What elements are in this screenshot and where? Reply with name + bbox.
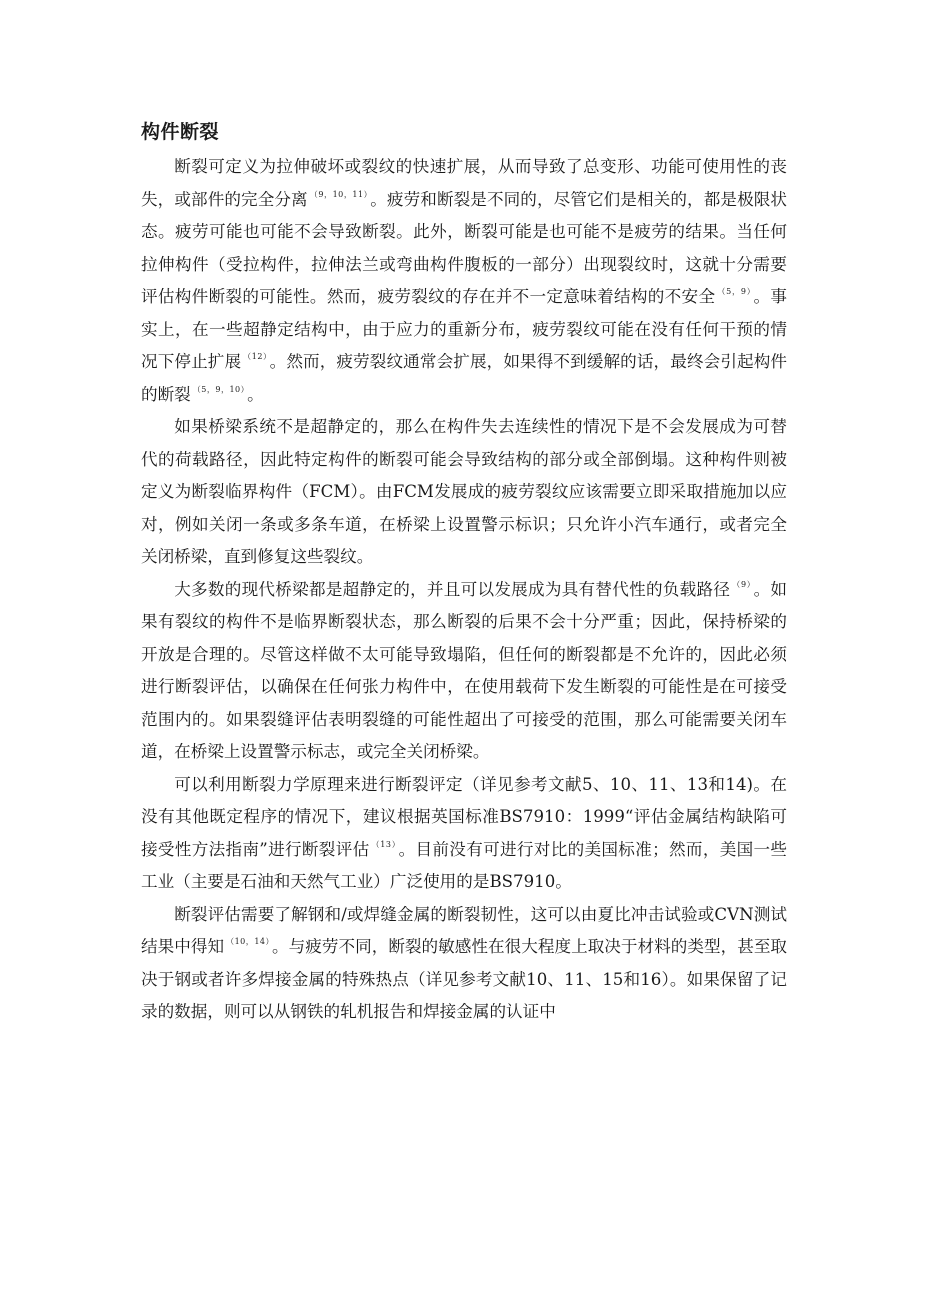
text-run: 。与疲劳不同，断裂的敏感性在很大程度上取决于材料的类型，甚至取决于钢或者许多焊接金属的特殊热点（详见参考文献10、11、15和16）。如果保留了记录的数据，则可以从钢铁的轧机报告和焊接金属的认证中	[141, 937, 788, 1021]
text-run: 。如果有裂纹的构件不是临界断裂状态，那么断裂的后果不会十分严重；因此，保持桥梁的开放是合理的。尽管这样做不太可能导致塌陷，但任何的断裂都是不允许的，因此必须进行断裂评估，以确保在任何张力构件中，在使用载荷下发生断裂的可能性是在可接受范围内的。如果裂缝评估表明裂缝的可能性超出了可接受的范围，那么可能需要关闭车道，在桥梁上设置警示标志，或完全关闭桥梁。	[141, 579, 788, 761]
text-run: 。然而，疲劳裂纹通常会扩展，如果得不到缓解的话，最终会引起构件的断裂	[141, 352, 788, 404]
text-run: 。事实上，在一些超静定结构中，由于应力的重新分布，疲劳裂纹可能在没有任何干预的情况下停止扩展	[141, 287, 788, 371]
text-run: 断裂评估需要了解钢和/或焊缝金属的断裂韧性，这可以由夏比冲击试验或CVN测试结果中得知	[141, 904, 787, 956]
citation-ref: （5，9）	[717, 287, 752, 296]
text-run: 可以利用断裂力学原理来进行断裂评定（详见参考文献5、10、11、13和14)。在没有其他既定程序的情况下，建议根据英国标准BS7910：1999“评估金属结构缺陷可接受性方法指南”进行断裂评估	[141, 774, 787, 859]
citation-ref: （5，9，10）	[192, 384, 246, 394]
text-run: 如果桥梁系统不是超静定的，那么在构件失去连续性的情况下是不会发展成为可替代的荷载路径，因此特定构件的断裂可能会导致结构的部分或全部倒塌。这种构件则被定义为断裂临界构件（FCM）。由FCM发展成的疲劳裂纹应该需要立即采取措施加以应对，例如关闭一条或多条车道，在桥梁上设置警示标识；只允许小汽车通行，或者完全关闭桥梁，直到修复这些裂纹。	[141, 417, 787, 566]
citation-ref: （9，10，11）	[309, 189, 369, 199]
citation-ref: （12）	[243, 352, 268, 361]
paragraph-5	[141, 899, 787, 1029]
paragraph-4	[141, 769, 787, 899]
citation-ref: （10，14）	[226, 937, 271, 946]
paragraph-2	[141, 411, 787, 574]
text-run: 。疲劳和断裂是不同的，尽管它们是相关的，都是极限状态。疲劳可能也可能不会导致断裂。此外，断裂可能是也可能不是疲劳的结果。当任何拉伸构件（受拉构件，拉伸法兰或弯曲构件腹板的一部分）出现裂纹时，这就十分需要评估构件断裂的可能性。然而，疲劳裂纹的存在并不一定意味着结构的不安全	[141, 189, 788, 306]
text-run: 断裂可定义为拉伸破坏或裂纹的快速扩展，从而导致了总变形、功能可使用性的丧失，或部件的完全分离	[141, 157, 787, 209]
document-body	[141, 118, 787, 1029]
citation-ref: （13）	[371, 839, 397, 849]
paragraph-1	[141, 151, 787, 411]
paragraph-3	[141, 574, 787, 769]
citation-ref: （9）	[732, 579, 752, 589]
section-heading: 构件断裂	[141, 121, 220, 143]
text-run: 。目前没有可进行对比的美国标准；然而，美国一些工业（主要是石油和天然气工业）广泛使用的是BS7910。	[141, 839, 788, 891]
text-run: 。	[247, 384, 264, 404]
text-run: 大多数的现代桥梁都是超静定的，并且可以发展成为具有替代性的负载路径	[174, 579, 731, 599]
